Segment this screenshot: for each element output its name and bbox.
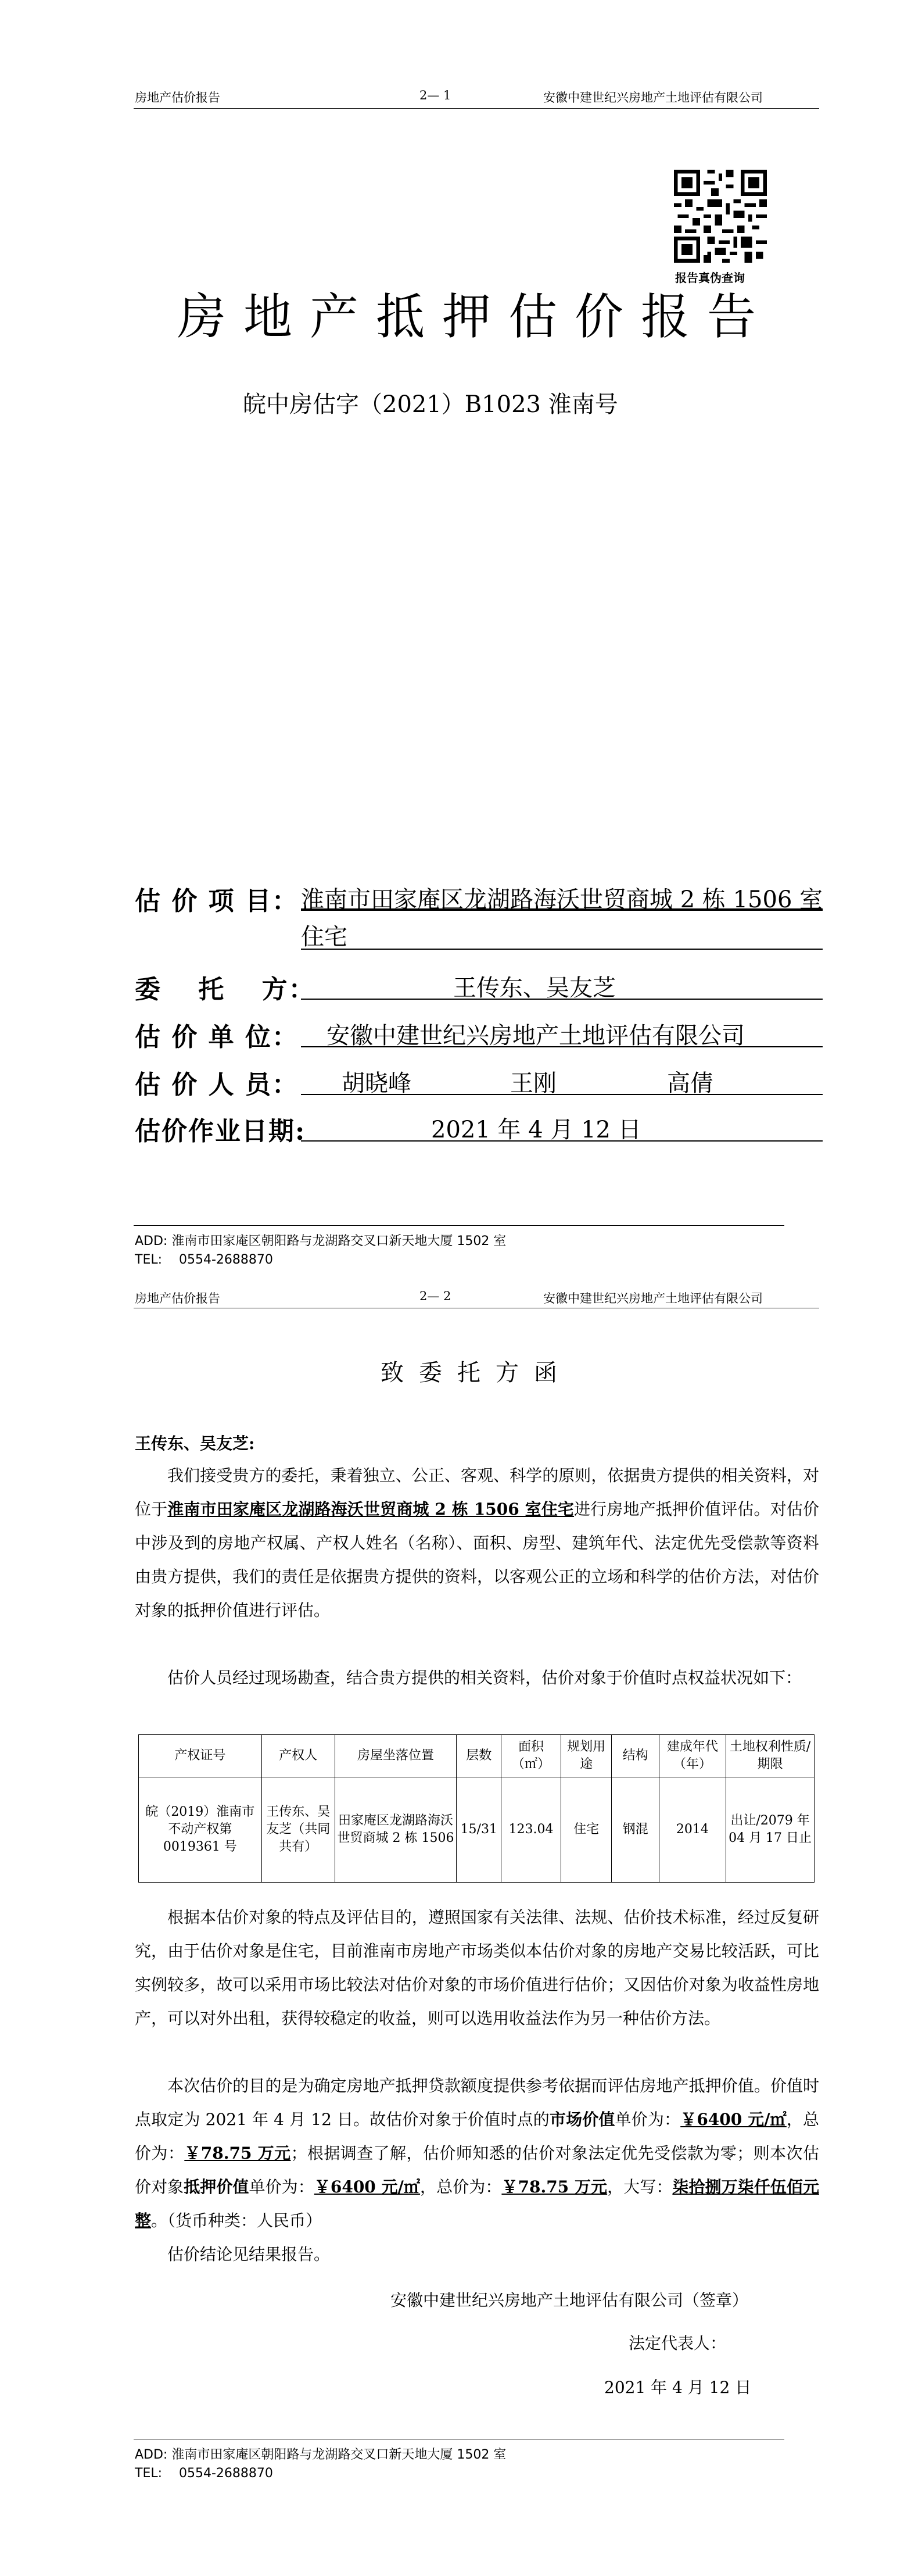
page1-header-rule [134,108,819,109]
page1-footer-rule [134,1225,784,1226]
para4-text: 。（货币种类：人民币） [151,2211,322,2230]
page1-footer-tel: TEL: 0554-2688870 [135,1253,273,1267]
client-underline [301,999,823,1000]
table-header-cell: 层数 [457,1735,501,1777]
work-date-value: 2021 年 4 月 12 日 [431,1117,641,1143]
table-header-cell: 建成年代（年） [659,1735,726,1777]
para4-text: ，大写： [607,2177,673,2196]
page2-footer-address: ADD: 淮南市田家庵区朝阳路与龙湖路交叉口新天地大厦 1502 室 [135,2448,507,2462]
letter-paragraph-4 [135,2069,819,2238]
table-cell: 出让/2079 年 04 月 17 日止 [726,1777,815,1883]
appraiser-org-label: 估 价 单 位： [135,1022,299,1052]
table-cell: 2014 [659,1777,726,1883]
market-total-price: ￥78.75 万元 [184,2144,291,2163]
para4-text: 单价为： [249,2177,314,2196]
appraiser-org-value: 安徽中建世纪兴房地产土地评估有限公司 [327,1022,745,1049]
project-label: 估 价 项 目： [135,886,299,916]
mortgage-total-price: ￥78.75 万元 [501,2177,608,2196]
signature-date: 2021 年 4 月 12 日 [604,2378,752,2397]
table-header-cell: 产权证号 [139,1735,262,1777]
appraisers-label: 估 价 人 员： [135,1070,299,1100]
para1-text-a: 我们接受贵方的委托，秉着独立、公正、客观、科学的原则，依据贵方提供的相关资料，对位于 [135,1466,819,1519]
table-header-cell: 房屋坐落位置 [335,1735,457,1777]
appraiser-name-3: 高倩 [667,1070,713,1097]
para3-text: 根据本估价对象的特点及评估目的，遵照国家有关法律、法规、估价技术标准，经过反复研究，由于估价对象是住宅，目前淮南市房地产市场类似本估价对象的房地产交易比较活跃，可比实例较多，故可以采用市场比较法对估价对象的市场价值进行估价；又因估价对象为收益性房地产，可以对外出租，获得较稳定的收益，则可以选用收益法作为另一种估价方法。 [135,1908,819,2028]
page2-header-left: 房地产估价报告 [135,1291,220,1305]
work-date-label: 估价作业日期: [135,1117,306,1146]
table-cell: 钢混 [612,1777,659,1883]
page1-header-right: 安徽中建世纪兴房地产土地评估有限公司 [543,91,763,105]
table-header-cell: 结构 [612,1735,659,1777]
page1-header-page-number: 2— 1 [419,88,451,102]
letter-paragraph-1 [135,1459,819,1627]
mortgage-unit-price: ￥6400 元/㎡ [314,2177,421,2196]
table-row [139,1777,815,1883]
para4-text: ；根据调查了解，估价师知悉的估价对象法定优先受偿款为零；则本次估价对象 [135,2144,819,2196]
table-cell: 住宅 [561,1777,612,1883]
para2-text: 估价人员经过现场勘查，结合贵方提供的相关资料，估价对象于价值时点权益状况如下： [167,1668,802,1687]
table-cell: 15/31 [457,1777,501,1883]
appraisers-underline [301,1094,823,1095]
page2-header-page-number: 2— 2 [419,1289,451,1303]
letter-title: 致委托方函 [381,1359,572,1386]
letter-salutation: 王传东、吴友芝: [135,1434,255,1453]
para4-text: 单价为： [615,2110,681,2129]
project-value-line2: 住宅 [301,924,347,950]
appraiser-org-underline [301,1046,823,1047]
table-header-cell: 土地权利性质/期限 [726,1735,815,1777]
work-date-underline [301,1140,823,1142]
appraiser-name-2: 王刚 [510,1070,557,1097]
table-header-cell: 产权人 [261,1735,335,1777]
table-cell: 123.04 [501,1777,561,1883]
page2-header-right: 安徽中建世纪兴房地产土地评估有限公司 [543,1291,763,1305]
letter-paragraph-3 [135,1901,819,2035]
table-cell: 皖（2019）淮南市不动产权第 0019361 号 [139,1777,262,1883]
para4-text: 本次估价的目的是为确定房地产抵押贷款额度提供参考依据而评估房地产抵押价值。价值时点取定为 2021 年 4 月 12 日。故估价对象于价值时点的 [135,2076,819,2129]
property-address-highlight: 淮南市田家庵区龙湖路海沃世贸商城 2 栋 1506 室住宅 [167,1500,575,1519]
report-title: 房地产抵押估价报告 [177,288,773,345]
page1-footer-address: ADD: 淮南市田家庵区朝阳路与龙湖路交叉口新天地大厦 1502 室 [135,1234,507,1248]
project-value-line1: 淮南市田家庵区龙湖路海沃世贸商城 2 栋 1506 室 [301,886,823,913]
mortgage-value-label: 抵押价值 [184,2177,249,2196]
para5-text: 估价结论见结果报告。 [167,2245,331,2264]
para4-text: ，总价为： [135,2110,819,2163]
amount-in-words: 柒拾捌万柒仟伍佰元整 [135,2177,819,2230]
appraiser-name-1: 胡晓峰 [342,1070,411,1097]
market-unit-price: ￥6400 元/㎡ [680,2110,787,2129]
para1-text-c: 进行房地产抵押价值评估。对估价中涉及到的房地产权属、产权人姓名（名称）、面积、房型、建筑年代、法定优先受偿款等资料由贵方提供，我们的责任是依据贵方提供的资料，以客观公正的立场和科学的估价方法，对估价对象的抵押价值进行评估。 [135,1500,819,1620]
page2-footer-tel: TEL: 0554-2688870 [135,2466,273,2481]
signature-company: 安徽中建世纪兴房地产土地评估有限公司（签章） [390,2291,749,2310]
qr-caption: 报告真伪查询 [675,271,745,285]
qr-code-icon[interactable] [674,170,767,263]
para4-text: ，总价为： [420,2177,502,2196]
signature-legal-rep: 法定代表人： [629,2334,727,2353]
property-rights-table [138,1734,815,1883]
table-header-cell: 规划用途 [561,1735,612,1777]
project-underline [301,949,823,950]
market-value-label: 市场价值 [549,2110,615,2129]
client-value: 王传东、吴友芝 [453,975,616,1001]
report-number: 皖中房估字（2021）B1023 淮南号 [243,391,618,418]
page1-header-left: 房地产估价报告 [135,91,220,105]
table-header-cell: 面积（㎡） [501,1735,561,1777]
table-cell: 王传东、吴友芝（共同共有） [261,1777,335,1883]
letter-paragraph-5 [135,2238,819,2271]
letter-paragraph-2 [135,1661,819,1695]
table-cell: 田家庵区龙湖路海沃世贸商城 2 栋 1506 [335,1777,457,1883]
table-header-row [139,1735,815,1777]
client-label: 委 托 方： [135,975,315,1004]
